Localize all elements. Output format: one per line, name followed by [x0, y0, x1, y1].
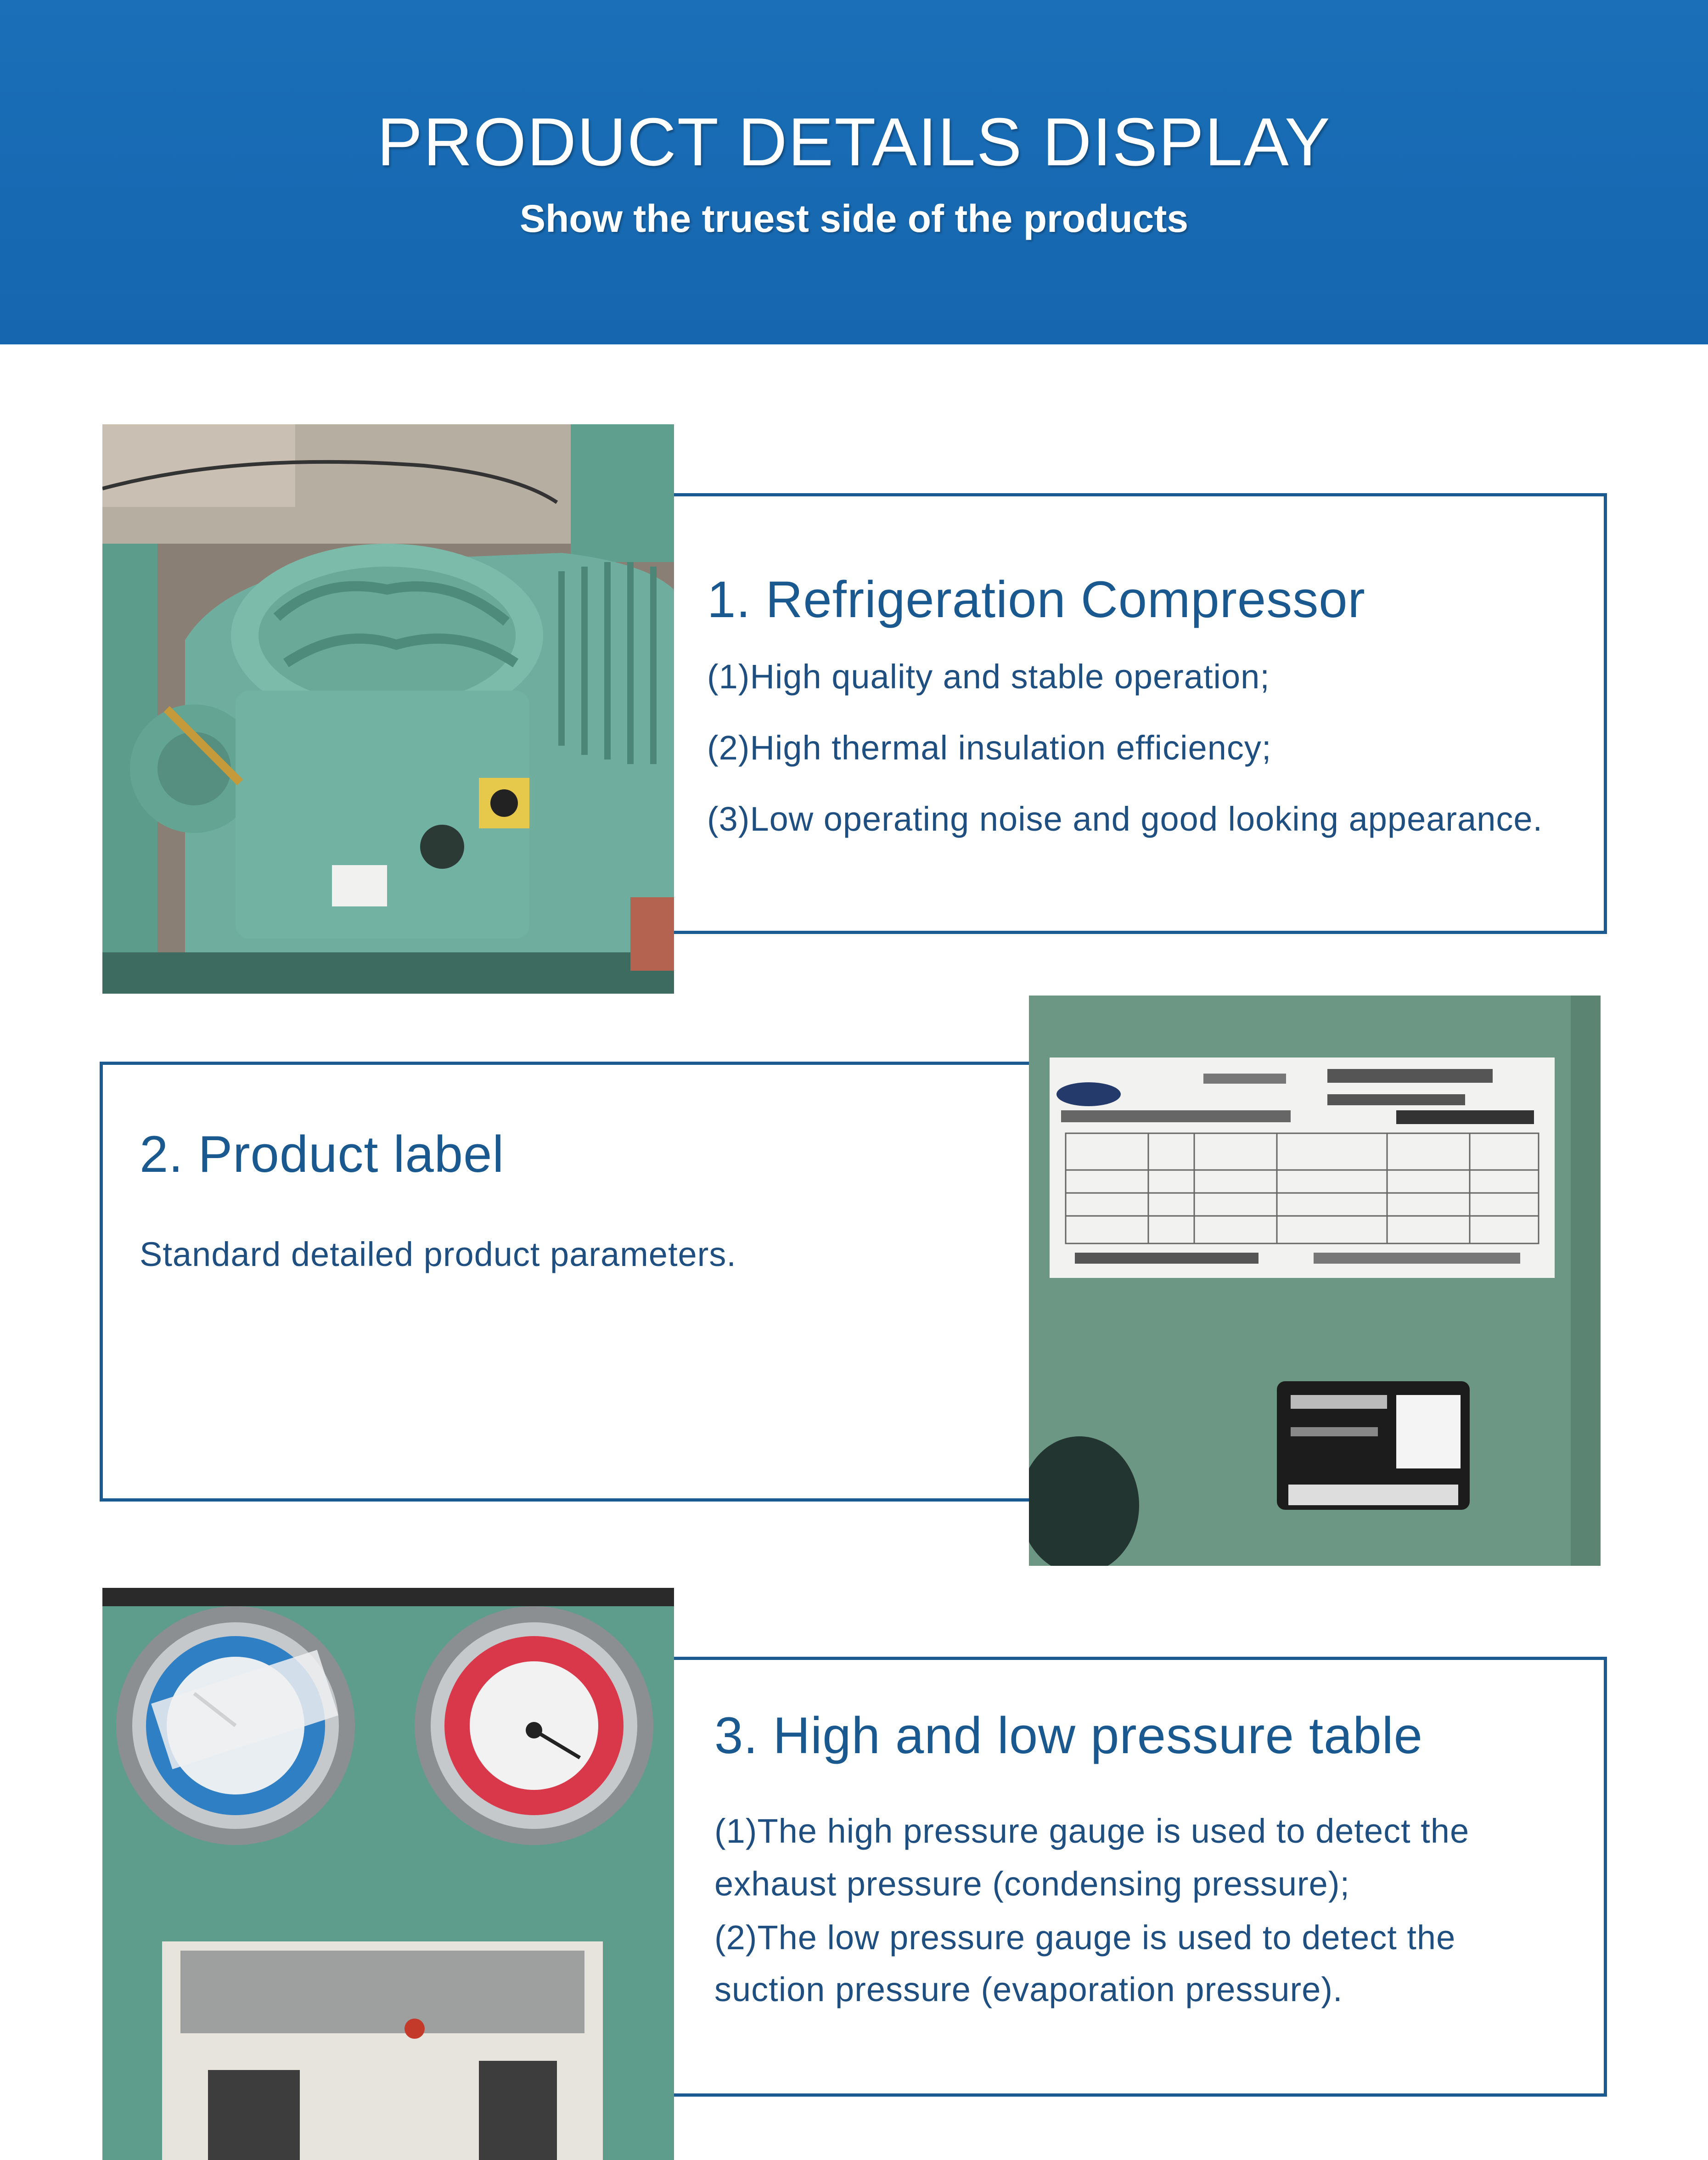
feature-line: (1)The high pressure gauge is used to detect the	[714, 1812, 1470, 1850]
section-card-label	[100, 1062, 1045, 1502]
feature-line: exhaust pressure (condensing pressure);	[714, 1865, 1350, 1903]
feature-line: (3)Low operating noise and good looking appearance.	[707, 800, 1543, 838]
section-title: 2. Product label	[140, 1125, 505, 1183]
feature-line: suction pressure (evaporation pressure).	[714, 1970, 1343, 2008]
section-card-pressure	[670, 1657, 1607, 2097]
header-banner	[0, 0, 1708, 344]
page-subtitle: Show the truest side of the products	[519, 197, 1189, 240]
page-title: PRODUCT DETAILS DISPLAY	[377, 104, 1331, 180]
section-card-compressor	[670, 493, 1607, 934]
section-title: 1. Refrigeration Compressor	[707, 571, 1365, 628]
pressure-gauge-photo	[102, 1588, 674, 2160]
feature-line: Standard detailed product parameters.	[140, 1235, 736, 1273]
product-label-photo	[1029, 996, 1601, 1566]
section-title: 3. High and low pressure table	[714, 1707, 1423, 1764]
feature-line: (2)High thermal insulation efficiency;	[707, 729, 1272, 767]
compressor-photo	[102, 424, 674, 994]
feature-line: (2)The low pressure gauge is used to detect the	[714, 1918, 1456, 1957]
feature-line: (1)High quality and stable operation;	[707, 658, 1270, 696]
